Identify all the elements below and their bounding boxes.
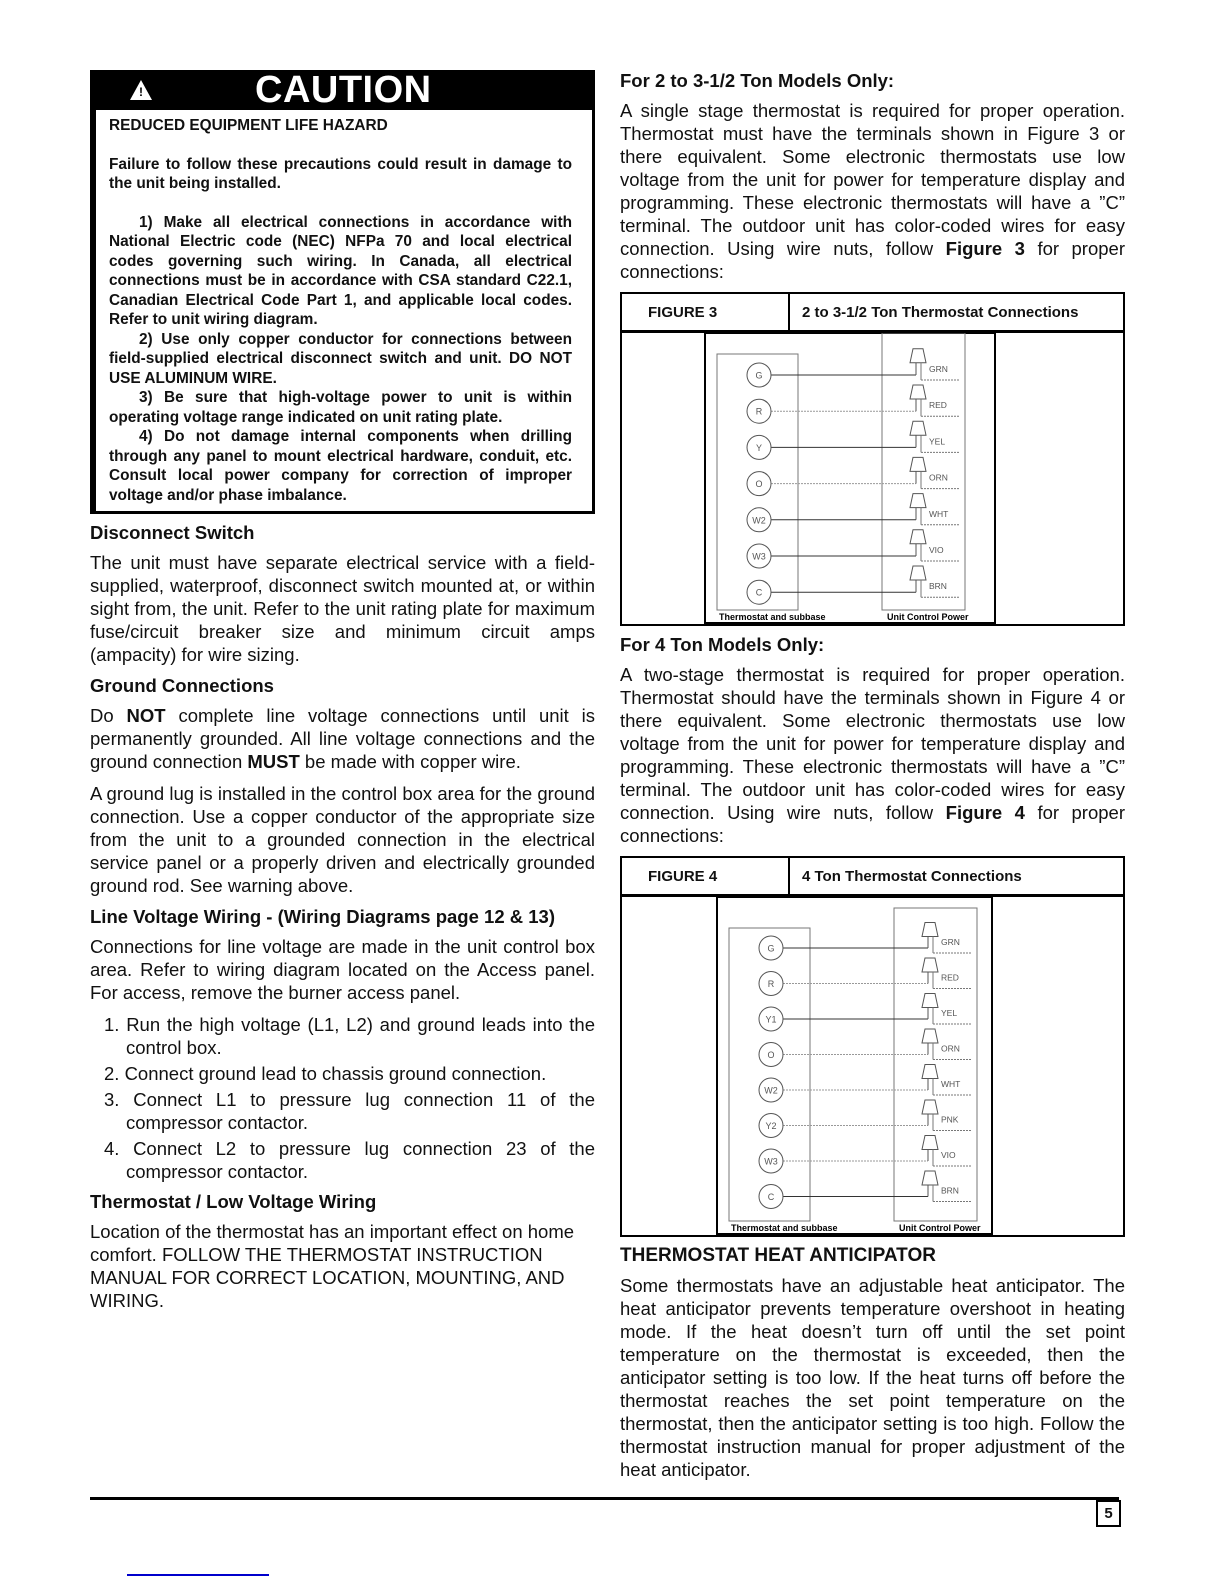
terminal-label: C [767,1192,775,1202]
wire-color-label: RED [929,400,947,411]
link-underline [127,1574,269,1576]
ground-heading: Ground Connections [90,675,274,696]
wire-color-label: RED [941,972,959,983]
wire-color-label: GRN [941,937,960,947]
terminal-label: W2 [764,1085,778,1096]
terminal-label: Y [755,442,763,453]
disconnect-heading: Disconnect Switch [90,522,255,543]
terminal-label: W3 [752,551,766,562]
wire-nut-icon [910,494,926,508]
figure-title: 4 Ton Thermostat Connections [802,867,1022,885]
caution-item: 1) Make all electrical connections in accordance with National Electric code (NEC) NFPa 70 and local electrical codes governing such wiring. In Canada, all electrical connections must be in accordance with CSA standard C22.1, Canadian Electrical Code Part 1, and applicable local codes. Refer to unit wiring diagram. [109,213,572,328]
wire-nut-icon [910,421,926,435]
step-item: 3. Connect L1 to pressure lug connection 11 of the compressor contactor. [104,1089,595,1133]
wire-nut-icon [922,1100,938,1114]
thermostat-caption: Thermostat and subbase [719,612,826,622]
wire-nut-icon [910,349,926,363]
wire-nut-icon [922,994,938,1008]
models-2-35-heading: For 2 to 3-1/2 Ton Models Only: [620,70,895,91]
footer-rule [90,1497,1119,1500]
page-number: 5 [1096,1500,1121,1527]
terminal-label: G [755,370,763,381]
wire-nut-icon [922,1136,938,1150]
wire-nut-icon [910,566,926,580]
caution-box [90,70,595,514]
figure-3 [620,292,1125,626]
line-voltage-text: Connections for line voltage are made in the unit control box area. Refer to wiring diagram located on the Access panel. For access, remove the burner access panel. [90,936,595,1003]
terminal-label: C [755,587,763,598]
wire-color-label: WHT [941,1079,961,1089]
anticipator-text: Some thermostats have an adjustable heat anticipator. The heat anticipator prevents temperature overshoot in heating mode. If the heat doesn’t turn off until the set point temperature on the thermostat is exceeded, then the anticipator setting is too low. If the heat turns off before the thermostat reaches the set point temperature on the thermostat, then the anticipator setting is too high. Follow the thermostat instruction manual for proper adjustment of the heat anticipator. [620,1275,1125,1480]
wire-nut-icon [910,530,926,544]
left-column [90,70,595,1321]
warning-triangle-icon: ! [130,80,152,100]
wire-nut-icon [910,457,926,471]
caution-warning: Failure to follow these precautions could result in damage to the unit being installed. [109,155,572,192]
figure-label: FIGURE 3 [622,294,790,330]
terminal-label: W2 [752,515,766,526]
terminal-label: W3 [764,1156,778,1167]
wire-color-label: BRN [929,581,947,592]
wire-nut-icon [922,1029,938,1043]
caution-item: 4) Do not damage internal components when drilling through any panel to mount electrical hardware, conduit, etc. Consult local power company for correction of improper voltage and/or phase imbalance. [109,428,572,504]
wire-color-label: PNK [941,1114,959,1125]
step-item: 2. Connect ground lead to chassis ground connection. [104,1063,547,1084]
caution-heading: REDUCED EQUIPMENT LIFE HAZARD [109,117,388,134]
caution-banner [90,70,592,110]
wire-nut-icon [922,958,938,972]
wire-nut-icon [922,1065,938,1079]
thermostat-text: Location of the thermostat has an important effect on home comfort. FOLLOW THE THERMOSTAT INSTRUCTION MANUAL FOR CORRECT LOCATION, MOUNTING, AND WIRING. [90,1221,575,1311]
terminal-label: O [755,479,763,490]
ground-text-2: A ground lug is installed in the control box area for the ground connection. Use a copper conductor of the appropriate size from the unit to a grounded connection in the electrical service panel or a properly driven and electrically grounded ground rod. See warning above. [90,783,595,896]
wire-color-label: GRN [929,364,948,374]
thermostat-caption: Thermostat and subbase [731,1223,838,1233]
figure-4 [620,856,1125,1237]
models-4-heading: For 4 Ton Models Only: [620,634,825,655]
line-voltage-heading: Line Voltage Wiring - (Wiring Diagrams page 12 & 13) [90,906,555,927]
wire-color-label: ORN [941,1043,960,1054]
figure-title: 2 to 3-1/2 Ton Thermostat Connections [802,303,1079,321]
wiring-diagram [622,897,1123,1235]
terminal-label: O [767,1050,775,1060]
control-power-caption: Unit Control Power [887,612,969,622]
line-voltage-steps [90,1013,595,1183]
terminal-label: Y2 [765,1121,777,1131]
wire-color-label: ORN [929,472,948,483]
caution-item: 3) Be sure that high-voltage power to unit is within operating voltage range indicated on unit rating plate. [109,389,572,426]
caution-item: 2) Use only copper conductor for connections between field-supplied electrical disconnect switch and unit. DO NOT USE ALUMINUM WIRE. [109,330,572,387]
control-power-caption: Unit Control Power [899,1223,981,1233]
models-2-35-text: A single stage thermostat is required for proper operation. Thermostat must have the terminals shown in Figure 3 or there equivalent. Some electronic thermostats use low voltage from the unit for power for temperature display and programming. These electronic thermostats will have a ”C” terminal. The outdoor unit has color-coded wires for easy connection. Using wire nuts, follow Figure 3 for proper connections: [620,100,1125,282]
wire-color-label: YEL [929,436,946,447]
wire-nut-icon [910,385,926,399]
wiring-diagram [622,333,1123,624]
thermostat-heading: Thermostat / Low Voltage Wiring [90,1191,377,1212]
terminal-label: R [755,406,763,417]
right-column [620,70,1125,1490]
wire-color-label: WHT [929,508,949,519]
wire-nut-icon [922,1171,938,1185]
wire-color-label: YEL [941,1008,958,1018]
wire-color-label: VIO [941,1150,956,1160]
disconnect-text: The unit must have separate electrical service with a field-supplied, waterproof, disconnect switch mounted at, or within sight from, the unit. Refer to the unit rating plate for maximum fuse/circuit breaker size and minimum circuit amps (ampacity) for wire sizing. [90,552,595,665]
terminal-label: Y1 [765,1014,777,1025]
wire-color-label: BRN [941,1185,959,1196]
models-4-text: A two-stage thermostat is required for proper operation. Thermostat should have the terminals shown in Figure 4 or there equivalent. Some electronic thermostats use low voltage from the unit for power for temperature display and programming. These electronic thermostats will have a ”C” terminal. The outdoor unit has color-coded wires for easy connection. Using wire nuts, follow Figure 4 for proper connections: [620,664,1125,846]
wire-nut-icon [922,923,938,937]
step-item: 4. Connect L2 to pressure lug connection 23 of the compressor contactor. [104,1138,595,1182]
terminal-label: G [767,943,775,954]
terminal-label: R [767,979,775,989]
anticipator-heading: THERMOSTAT HEAT ANTICIPATOR [620,1245,936,1266]
ground-text-1: Do NOT complete line voltage connections until unit is permanently grounded. All line voltage connections and the ground connection MUST be made with copper wire. [90,705,595,772]
caution-title: CAUTION [255,69,432,111]
wire-color-label: VIO [929,545,944,555]
figure-label: FIGURE 4 [622,858,790,894]
step-item: 1. Run the high voltage (L1, L2) and ground leads into the control box. [104,1014,595,1058]
